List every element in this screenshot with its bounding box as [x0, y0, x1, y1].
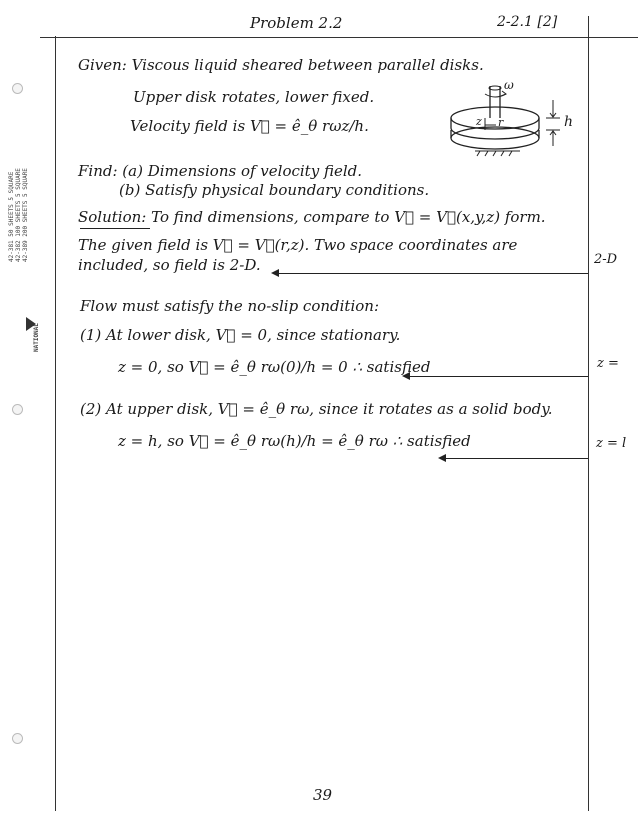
- disk-diagram: [440, 78, 590, 163]
- given-line-3: Velocity field is V⃗ = ê_θ rωz/h.: [130, 117, 369, 135]
- binder-hole-top: [12, 83, 23, 94]
- given-line-2: Upper disk rotates, lower fixed.: [133, 88, 375, 106]
- answer-arrow-lower: [404, 376, 588, 377]
- h-label: h: [564, 114, 574, 130]
- problem-id: 2-2.1: [497, 14, 533, 30]
- pad-label-line-1: 42-381 50 SHEETS 5 SQUARE: [8, 171, 15, 262]
- header-rule: [40, 37, 638, 38]
- find-line-b: (b) Satisfy physical boundary conditions.: [119, 181, 430, 199]
- left-margin-line: [55, 36, 56, 811]
- pad-label-line-2: 42-382 100 SHEETS 5 SQUARE: [15, 168, 22, 262]
- lower-disk-heading: (1) At lower disk, V⃗ = 0, since stationary.: [80, 326, 401, 344]
- margin-answer-upper: z = l: [596, 436, 627, 451]
- upper-disk-heading: (2) At upper disk, V⃗ = ê_θ rω, since it rotates as a solid body.: [80, 400, 553, 418]
- solution-line-2: The given field is V⃗ = V⃗(r,z). Two space coordinates are: [78, 236, 518, 254]
- answer-arrow-upper: [440, 458, 588, 459]
- margin-answer-lower: z =: [597, 356, 619, 371]
- omega-label: ω: [504, 78, 514, 92]
- solution-underline: [80, 228, 150, 229]
- r-label: r: [498, 116, 504, 129]
- answer-arrow-2d: [273, 273, 588, 274]
- solution-line-1: Solution: To find dimensions, compare to V⃗ = V⃗(x,y,z) form.: [78, 208, 546, 226]
- z-label: z: [476, 115, 482, 128]
- pad-brand: NATIONAL: [33, 323, 40, 352]
- find-line-a: Find: (a) Dimensions of velocity field.: [78, 162, 362, 180]
- binder-hole-bottom: [12, 733, 23, 744]
- page-number: 39: [313, 786, 333, 804]
- solution-line-3: included, so field is 2-D.: [78, 256, 261, 274]
- no-slip-intro: Flow must satisfy the no-slip condition:: [80, 297, 379, 315]
- pad-logo-icon: [25, 315, 37, 333]
- pad-label-line-3: 42-389 200 SHEETS 5 SQUARE: [22, 168, 29, 262]
- difficulty-badge: [2]: [537, 14, 558, 30]
- margin-answer-2d: 2-D: [594, 252, 618, 267]
- upper-disk-calc: z = h, so V⃗ = ê_θ rω(h)/h = ê_θ rω ∴ satisfied: [118, 432, 471, 450]
- problem-number: [497, 14, 557, 30]
- page-title: Problem 2.2: [250, 14, 343, 32]
- pad-label: [8, 168, 29, 262]
- binder-hole-middle: [12, 404, 23, 415]
- lower-disk-calc: z = 0, so V⃗ = ê_θ rω(0)/h = 0 ∴ satisfied: [118, 358, 431, 376]
- given-line-1: Given: Viscous liquid sheared between parallel disks.: [78, 56, 484, 74]
